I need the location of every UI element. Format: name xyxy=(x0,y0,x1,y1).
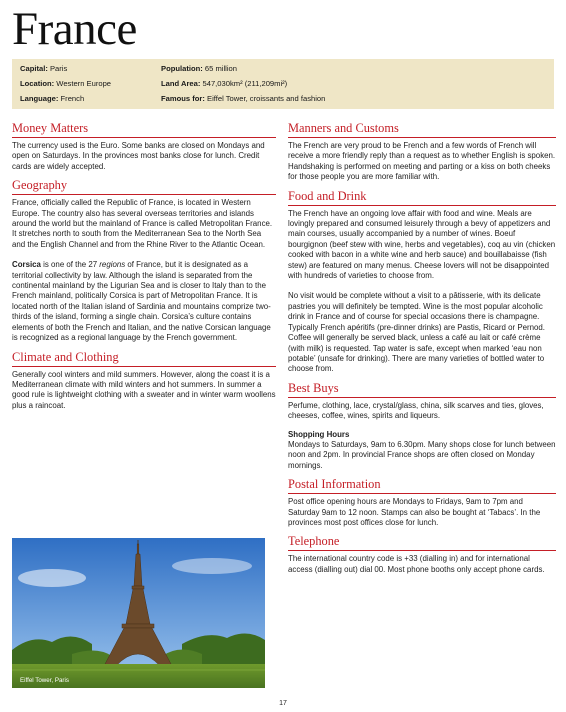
page-title: France xyxy=(12,3,137,55)
best-buys-section xyxy=(288,381,556,471)
section-heading: Money Matters xyxy=(12,121,276,138)
section-heading: Postal Information xyxy=(288,477,556,494)
paragraph-text: of France, but it is designated as a territorial collectivity by law. Although the island is separated from the continental mainland by the Ligurian Sea and is closer to Italy than to the French mainland, politically Corsica is part of Metropolitan France. It is located north of the Italian island of Sardinia and mountains comprize two-thirds of the island, forming a single chain. Corsica’s culture contains elements of both the French and Italian, and the native Corsican language is recognized as a regional language by the French government. xyxy=(12,260,271,343)
section-text: France, officially called the Republic of France, is located in Western Europe. The country also has several overseas territories and islands around the world but the mainland of France is called Metropolitan France. It stretches north to south from the Mediterranean Sea to the North Sea and the English Channel and from the Rhine River to the Atlantic Ocean. xyxy=(12,198,273,249)
section-heading: Best Buys xyxy=(288,381,556,398)
fact-label: Location: xyxy=(20,79,55,88)
section-text: Generally cool winters and mild summers. However, along the coast it is a Mediterranean climate with mild winters and hot summers. In summer a good rule is lightweight clothing with a sweater and in winter warm woollens plus a raincoat. xyxy=(12,369,276,410)
page-number: 17 xyxy=(279,700,287,707)
fact-box xyxy=(12,59,554,109)
section-text: Post office opening hours are Mondays to Fridays, 9am to 7pm and Saturday 9am to 12 noon. Stamps can also be bought at ‘Tabacs’. In the provinces most post offices close for lunch. xyxy=(288,497,541,527)
fact-label: Language: xyxy=(20,94,59,103)
section-text: The currency used is the Euro. Some banks are closed on Mondays and open on Saturdays. In the provinces most banks close for lunch. Credit cards are widely accepted. xyxy=(12,141,265,171)
geography-section xyxy=(12,178,276,343)
fact-label: Famous for: xyxy=(161,94,205,103)
telephone-section xyxy=(288,534,556,575)
paragraph-text: is one of the 27 xyxy=(40,260,100,270)
photo-caption: Eiffel Tower, Paris xyxy=(20,677,69,684)
fact-land-area xyxy=(161,79,287,88)
right-column xyxy=(288,121,556,575)
corsica-paragraph xyxy=(12,260,276,343)
fact-value: 547,030km² (211,209mi²) xyxy=(202,79,288,88)
fact-population xyxy=(161,64,237,73)
fact-value: 65 million xyxy=(204,64,237,73)
italic-text: regions xyxy=(99,260,126,270)
fact-value: French xyxy=(60,94,85,103)
fact-label: Capital: xyxy=(20,64,48,73)
emphasis-text: Corsica xyxy=(12,260,41,270)
fact-value: Paris xyxy=(49,64,68,73)
section-heading: Telephone xyxy=(288,534,556,551)
eiffel-tower-illustration xyxy=(12,538,265,688)
fact-language xyxy=(20,94,84,103)
fact-capital xyxy=(20,64,67,73)
fact-location xyxy=(20,79,111,88)
postal-section xyxy=(288,477,556,528)
food-section xyxy=(288,189,556,375)
climate-section xyxy=(12,350,276,412)
section-text: Mondays to Saturdays, 9am to 6.30pm. Many shops close for lunch between noon and 2pm. In provincial France shops are often closed on Monday mornings. xyxy=(288,439,556,470)
section-text: The French have an ongoing love affair with food and wine. Meals are lovingly prepared and consumed leisurely through a bevy of appetizers and main courses, usually accompanied by a number of wines. Boeuf bourgignon (beef stew with wine, herbs and vegetables), coq au vin (chicken cooked with bacon in a white wine and herb sauce) and bouillabaisse (fish stew) are featured on many menus. Cheese lovers will not be disappointed with hundreds of varieties to choose from. xyxy=(288,208,556,281)
section-heading: Geography xyxy=(12,178,276,195)
left-column xyxy=(12,121,276,411)
section-heading: Food and Drink xyxy=(288,189,556,206)
section-heading: Climate and Clothing xyxy=(12,350,276,367)
fact-famous-for xyxy=(161,94,325,103)
fact-label: Land Area: xyxy=(161,79,201,88)
eiffel-tower-photo xyxy=(12,538,265,688)
money-section xyxy=(12,121,276,172)
section-heading: Manners and Customs xyxy=(288,121,556,138)
fact-value: Western Europe xyxy=(56,79,112,88)
manners-section xyxy=(288,121,556,183)
section-text: The international country code is +33 (dialling in) and for international access (dialling out) dial 00. Most phone booths only accept phone cards. xyxy=(288,554,545,574)
section-text: No visit would be complete without a visit to a pâtisserie, with its delicate pastries you will definitely be tempted. Wine is the most popular alcoholic drink in France and of course for special occasions there is champagne. Typically French apéritifs (pre-dinner drinks) are Pastis, Ricard or Pernod. Coffee will generally be served black, unless a café au lait or café crème (with milk) is requested. Tap water is safe, except when marked ‘eau non potable’ (unsafe for drinking). There are many varieties of bottled water to choose from. xyxy=(288,291,545,374)
section-text: The French are very proud to be French and a few words of French will receive a more friendly reply than a request as to whether English is spoken. Handshaking is performed on meeting and parting or a kiss on both cheeks for those people you are more familiar with. xyxy=(288,141,556,182)
section-text: Perfume, clothing, lace, crystal/glass, china, silk scarves and ties, gloves, cheeses, coffee, wines, spirits and liqueurs. xyxy=(288,400,544,421)
fact-value: Eiffel Tower, croissants and fashion xyxy=(207,94,326,103)
shopping-hours-heading: Shopping Hours xyxy=(288,429,350,439)
fact-label: Population: xyxy=(161,64,203,73)
